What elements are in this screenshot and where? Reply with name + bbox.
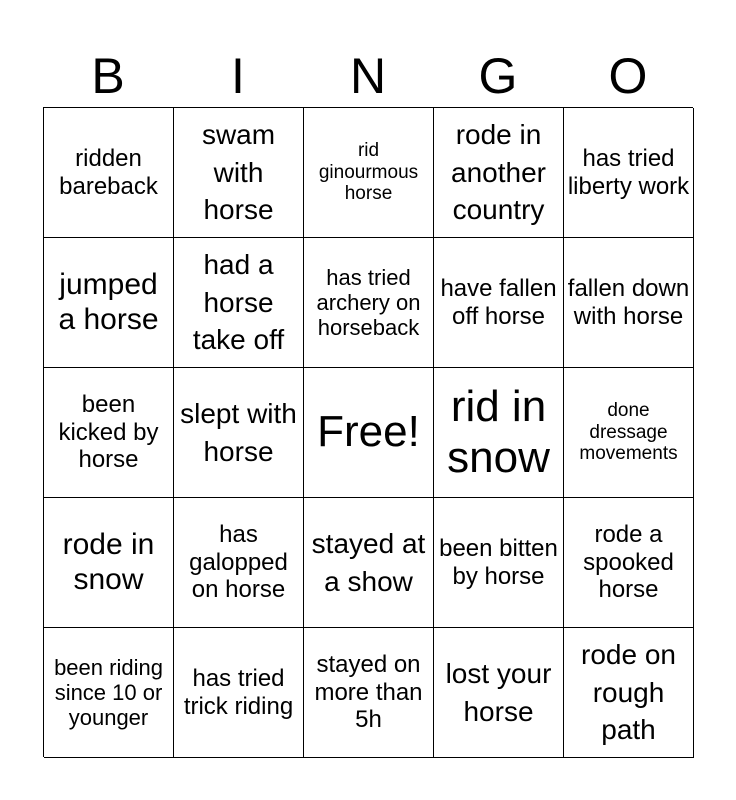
bingo-cell[interactable] — [434, 108, 564, 238]
cell-text: done dressage movements — [579, 399, 678, 465]
bingo-cell[interactable] — [44, 238, 174, 368]
bingo-cell[interactable] — [44, 108, 174, 238]
cell-text: been riding since 10 or younger — [54, 654, 163, 731]
free-space[interactable] — [304, 368, 434, 498]
cell-text: ridden bareback — [59, 144, 158, 200]
cell-text: lost your horse — [445, 657, 552, 727]
header-letter-n: N — [349, 48, 387, 104]
free-space-label: Free! — [317, 407, 420, 457]
cell-text: rode in snow — [62, 528, 155, 596]
bingo-header — [43, 46, 693, 106]
cell-text: stayed on more than 5h — [314, 651, 423, 734]
cell-text: rode a spooked horse — [583, 521, 674, 604]
cell-text: been bitten by horse — [439, 534, 558, 590]
bingo-cell[interactable] — [434, 238, 564, 368]
bingo-cell[interactable] — [564, 498, 694, 628]
header-letter-b: B — [91, 48, 125, 104]
bingo-cell[interactable] — [174, 498, 304, 628]
cell-text: has tried archery on horseback — [316, 264, 421, 341]
bingo-cell[interactable] — [174, 238, 304, 368]
cell-text: stayed at a show — [311, 527, 426, 597]
bingo-cell[interactable] — [564, 368, 694, 498]
bingo-cell[interactable] — [44, 368, 174, 498]
cell-text: rid ginourmous horse — [318, 139, 419, 205]
bingo-cell[interactable] — [304, 498, 434, 628]
header-letter-o: O — [608, 48, 648, 104]
bingo-cell[interactable] — [174, 108, 304, 238]
bingo-cell[interactable] — [564, 108, 694, 238]
cell-text: has tried liberty work — [567, 144, 690, 200]
bingo-cell[interactable] — [44, 498, 174, 628]
bingo-cell[interactable] — [44, 628, 174, 758]
bingo-cell[interactable] — [174, 368, 304, 498]
header-letter-i: I — [231, 48, 245, 104]
bingo-grid — [43, 107, 693, 757]
bingo-cell[interactable] — [174, 628, 304, 758]
bingo-cell[interactable] — [434, 498, 564, 628]
cell-text: fallen down with horse — [567, 274, 690, 330]
cell-text: rode on rough path — [581, 638, 676, 746]
cell-text: had a horse take off — [192, 248, 285, 356]
bingo-cell[interactable] — [304, 628, 434, 758]
bingo-cell[interactable] — [304, 108, 434, 238]
cell-text: has tried trick riding — [183, 664, 294, 720]
cell-text: rid in snow — [447, 381, 550, 482]
cell-text: slept with horse — [180, 397, 297, 467]
cell-text: have fallen off horse — [440, 274, 557, 330]
bingo-cell[interactable] — [434, 368, 564, 498]
cell-text: jumped a horse — [58, 268, 159, 336]
bingo-cell[interactable] — [564, 238, 694, 368]
bingo-cell[interactable] — [304, 238, 434, 368]
cell-text: swam with horse — [201, 118, 276, 226]
bingo-cell[interactable] — [434, 628, 564, 758]
cell-text: rode in another country — [451, 118, 546, 226]
bingo-cell[interactable] — [564, 628, 694, 758]
header-letter-g: G — [478, 48, 518, 104]
cell-text: been kicked by horse — [58, 391, 159, 474]
cell-text: has galopped on horse — [189, 521, 288, 604]
